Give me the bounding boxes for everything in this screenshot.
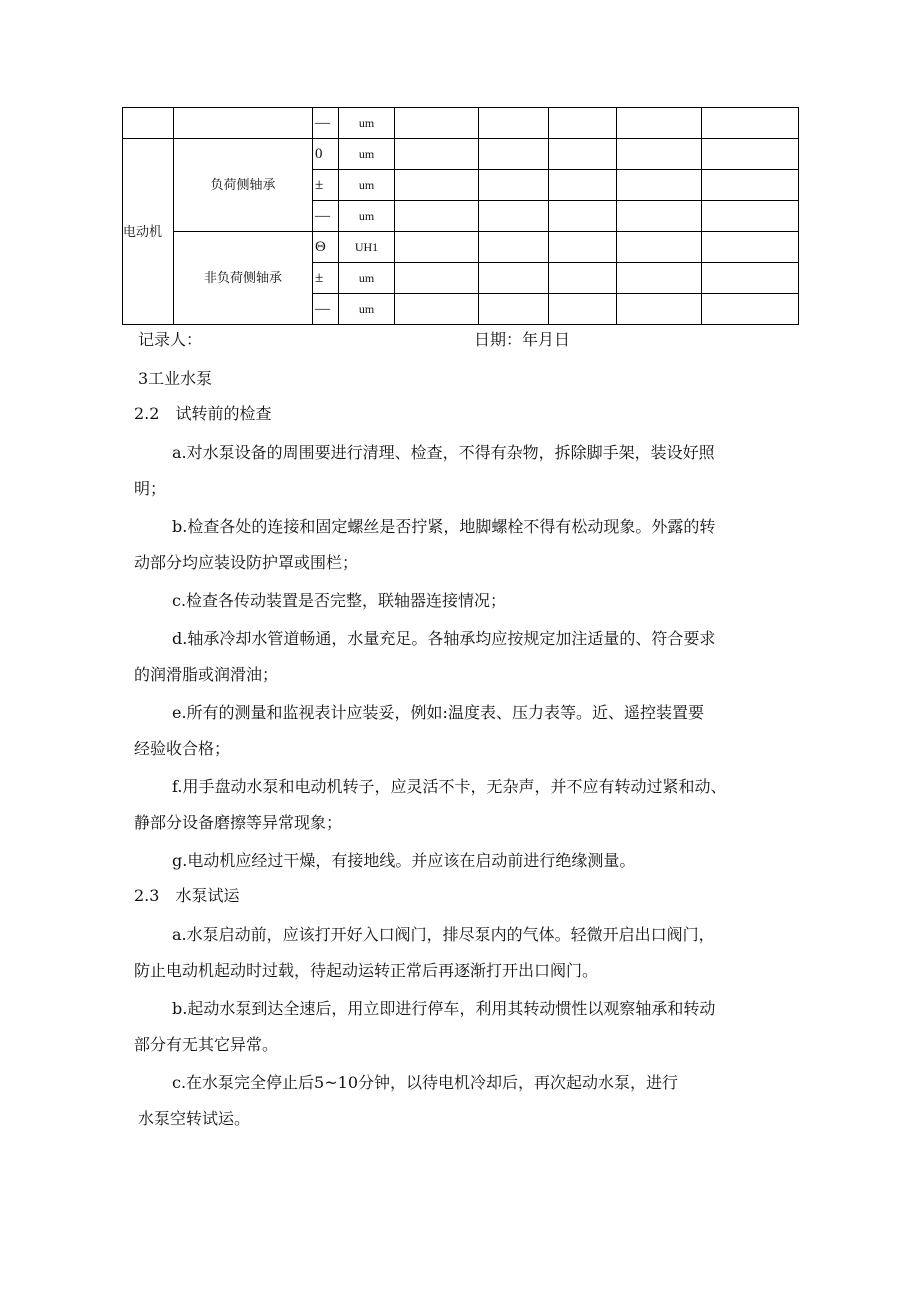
value-cell bbox=[702, 139, 799, 170]
value-cell bbox=[395, 139, 479, 170]
value-cell bbox=[549, 263, 617, 294]
value-cell bbox=[702, 232, 799, 263]
unit-cell: um bbox=[339, 170, 395, 201]
value-cell bbox=[549, 170, 617, 201]
value-cell bbox=[395, 108, 479, 139]
table-row bbox=[123, 139, 799, 170]
paragraph-line: a.水泵启动前，应该打开好入口阀门，排尽泵内的气体。轻微开启出口阀门， bbox=[172, 925, 715, 944]
unit-cell: um bbox=[339, 108, 395, 139]
value-cell bbox=[617, 232, 702, 263]
value-cell bbox=[479, 201, 549, 232]
paragraph-line: a.对水泵设备的周围要进行清理、检查，不得有杂物，拆除脚手架，装设好照 bbox=[172, 443, 715, 462]
unit-cell: um bbox=[339, 139, 395, 170]
paragraph-line: d.轴承冷却水管道畅通，水量充足。各轴承均应按规定加注适量的、符合要求 bbox=[172, 629, 716, 648]
value-cell bbox=[479, 232, 549, 263]
table-row bbox=[123, 108, 799, 139]
section-title: 3工业水泵 bbox=[138, 369, 213, 388]
value-cell bbox=[549, 139, 617, 170]
value-cell bbox=[702, 294, 799, 325]
value-cell bbox=[617, 201, 702, 232]
value-cell bbox=[617, 139, 702, 170]
paragraph-line: 静部分设备磨擦等异常现象； bbox=[134, 813, 343, 832]
value-cell bbox=[395, 263, 479, 294]
value-cell bbox=[702, 201, 799, 232]
value-cell bbox=[479, 263, 549, 294]
paragraph-line: 动部分均应装设防护罩或围栏； bbox=[134, 553, 359, 572]
unit-cell: um bbox=[339, 294, 395, 325]
direction-symbol: 0 bbox=[313, 139, 339, 170]
value-cell bbox=[479, 294, 549, 325]
paragraph-line: c.在水泵完全停止后5~10分钟，以待电机冷却后，再次起动水泵，进行 bbox=[172, 1073, 678, 1092]
table-cell bbox=[174, 108, 313, 139]
paragraph-line: 的润滑脂或润滑油； bbox=[134, 665, 279, 684]
value-cell bbox=[479, 139, 549, 170]
paragraph-line: 部分有无其它异常。 bbox=[134, 1035, 279, 1054]
value-cell bbox=[479, 108, 549, 139]
unit-cell: um bbox=[339, 201, 395, 232]
paragraph-line: c.检查各传动装置是否完整，联轴器连接情况； bbox=[172, 591, 507, 610]
value-cell bbox=[395, 232, 479, 263]
unit-cell: UH1 bbox=[339, 232, 395, 263]
recorder-label: 记录人： bbox=[138, 330, 203, 349]
paragraph-line: 防止电动机起动时过载，待起动运转正常后再逐渐打开出口阀门。 bbox=[134, 961, 599, 980]
subsection-heading: 2.3 水泵试运 bbox=[134, 886, 240, 905]
value-cell bbox=[617, 170, 702, 201]
paragraph-line: b.检查各处的连接和固定螺丝是否拧紧，地脚螺栓不得有松动现象。外露的转 bbox=[172, 517, 716, 536]
unit-cell: um bbox=[339, 263, 395, 294]
direction-symbol: — bbox=[313, 201, 339, 232]
table-cell bbox=[123, 108, 174, 139]
value-cell bbox=[702, 170, 799, 201]
value-cell bbox=[702, 263, 799, 294]
direction-symbol: ± bbox=[313, 170, 339, 201]
direction-symbol: ± bbox=[313, 263, 339, 294]
value-cell bbox=[617, 108, 702, 139]
paragraph-line: g.电动机应经过干燥，有接地线。并应该在启动前进行绝缘测量。 bbox=[172, 851, 636, 870]
value-cell bbox=[549, 232, 617, 263]
non-load-side-bearing: 非负荷侧轴承 bbox=[174, 232, 313, 325]
table-row bbox=[123, 232, 799, 263]
value-cell bbox=[395, 170, 479, 201]
value-cell bbox=[549, 294, 617, 325]
paragraph-line: f.用手盘动水泵和电动机转子，应灵活不卡，无杂声，并不应有转动过紧和动、 bbox=[172, 777, 727, 796]
date-label: 日期：年月日 bbox=[474, 330, 571, 349]
direction-symbol: — bbox=[313, 294, 339, 325]
paragraph-line: 明； bbox=[134, 479, 167, 498]
paragraph-line: 经验收合格； bbox=[134, 739, 231, 758]
value-cell bbox=[479, 170, 549, 201]
load-side-bearing: 负荷侧轴承 bbox=[174, 139, 313, 232]
direction-symbol: — bbox=[313, 108, 339, 139]
direction-symbol: Θ bbox=[313, 232, 339, 263]
value-cell bbox=[549, 108, 617, 139]
measurement-table bbox=[122, 107, 799, 325]
value-cell bbox=[617, 263, 702, 294]
value-cell bbox=[395, 201, 479, 232]
value-cell bbox=[617, 294, 702, 325]
paragraph-line: e.所有的测量和监视表计应装妥，例如:温度表、压力表等。近、遥控装置要 bbox=[172, 703, 704, 722]
value-cell bbox=[395, 294, 479, 325]
paragraph-line: b.起动水泵到达全速后，用立即进行停车，利用其转动惯性以观察轴承和转动 bbox=[172, 999, 716, 1018]
value-cell bbox=[549, 201, 617, 232]
paragraph-line: 水泵空转试运。 bbox=[138, 1109, 251, 1128]
subsection-heading: 2.2 试转前的检查 bbox=[134, 404, 272, 423]
value-cell bbox=[702, 108, 799, 139]
category-motor: 电动机 bbox=[123, 139, 174, 325]
